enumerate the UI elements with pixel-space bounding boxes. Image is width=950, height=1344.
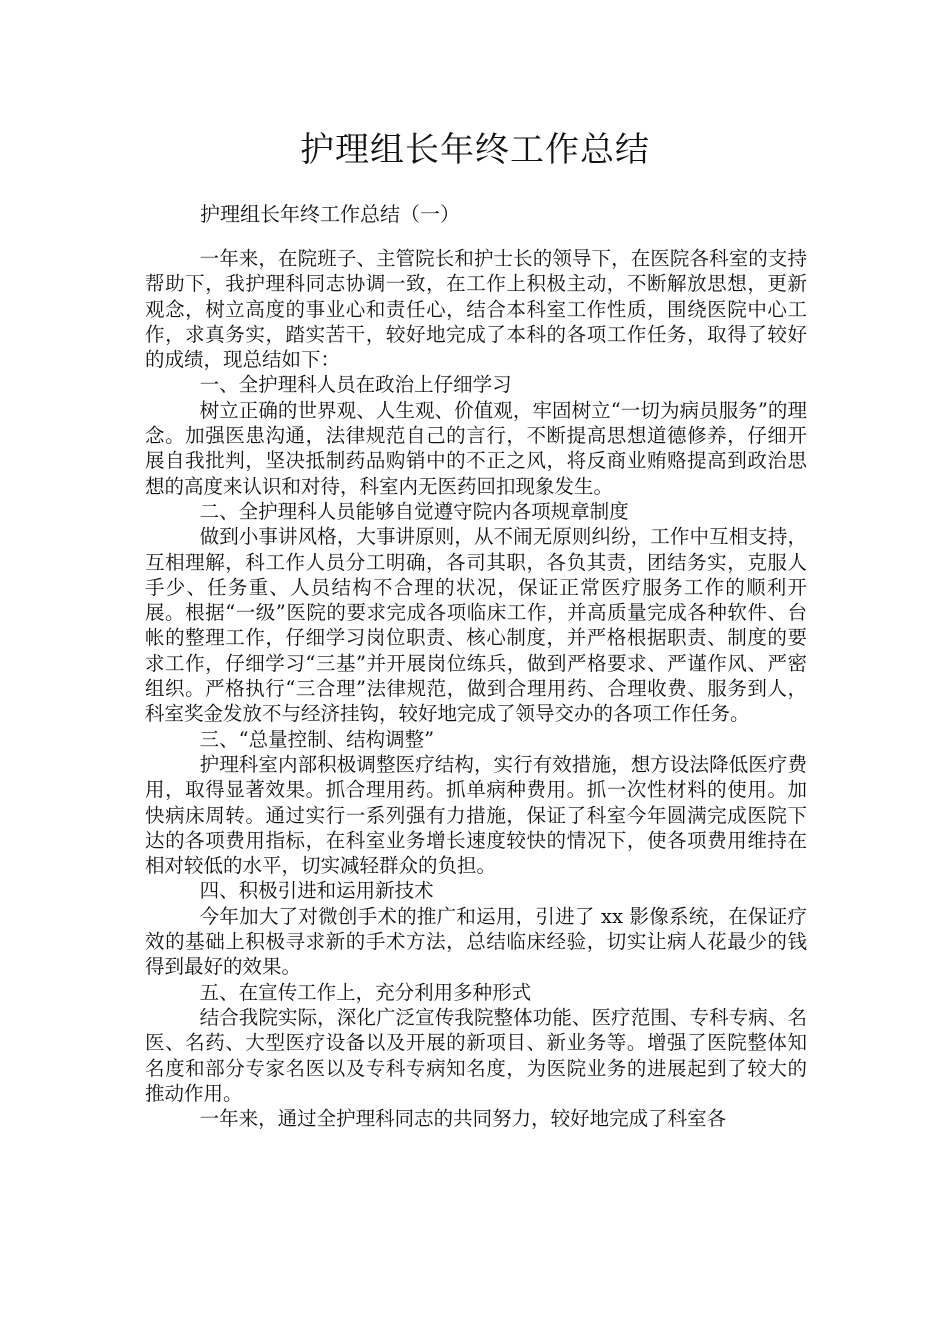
document-body (145, 246, 807, 1131)
paragraph-section-1: 树立正确的世界观、人生观、价值观，牢固树立“一切为病员服务”的理念。加强医患沟通，法律规范自己的言行，不断提高思想道德修养，仔细开展自我批判，坚决抵制药品购销中的不正之风，将反商业贿赂提高到政治思想的高度来认识和对待，科室内无医药回扣现象发生。 (145, 398, 807, 498)
paragraph-section-2: 做到小事讲风格，大事讲原则，从不闹无原则纠纷，工作中互相支持，互相理解，科工作人员分工明确，各司其职，各负其责，团结务实，克服人手少、任务重、人员结构不合理的状况，保证正常医疗服务工作的顺利开展。根据“一级”医院的要求完成各项临床工作，并高质量完成各种软件、台帐的整理工作，仔细学习岗位职责、核心制度，并严格根据职责、制度的要求工作，仔细学习“三基”并开展岗位练兵，做到严格要求、严谨作风、严密组织。严格执行“三合理”法律规范，做到合理用药、合理收费、服务到人，科室奖金发放不与经济挂钩，较好地完成了领导交办的各项工作任务。 (145, 525, 807, 726)
section-heading-4: 四、积极引进和运用新技术 (199, 879, 434, 903)
section-heading-2: 二、全护理科人员能够自觉遵守院内各项规章制度 (199, 499, 629, 523)
document-title: 护理组长年终工作总结 (300, 130, 650, 170)
paragraph-section-4: 今年加大了对微创手术的推广和运用，引进了 xx 影像系统，在保证疗效的基础上积极寻求新的手术方法，总结临床经验，切实让病人花最少的钱得到最好的效果。 (145, 904, 807, 979)
paragraph-section-3: 护理科室内部积极调整医疗结构，实行有效措施，想方设法降低医疗费用，取得显著效果。抓合理用药。抓单病种费用。抓一次性材料的使用。加快病床周转。通过实行一系列强有力措施，保证了科室今年圆满完成医院下达的各项费用指标，在科室业务增长速度较快的情况下，使各项费用维持在相对较低的水平，切实减轻群众的负担。 (145, 752, 807, 878)
paragraph-section-5: 结合我院实际，深化广泛宣传我院整体功能、医疗范围、专科专病、名医、名药、大型医疗设备以及开展的新项目、新业务等。增强了医院整体知名度和部分专家名医以及专科专病知名度，为医院业务的进展起到了较大的推动作用。 (145, 1005, 807, 1105)
section-heading-1: 一、全护理科人员在政治上仔细学习 (199, 373, 512, 397)
section-heading-5: 五、在宣传工作上，充分利用多种形式 (199, 980, 532, 1004)
document-subtitle: 护理组长年终工作总结（一） (200, 202, 460, 226)
section-heading-3: 三、“总量控制、结构调整” (199, 727, 435, 751)
paragraph-intro: 一年来，在院班子、主管院长和护士长的领导下，在医院各科室的支持帮助下，我护理科同志协调一致，在工作上积极主动，不断解放思想，更新观念，树立高度的事业心和责任心，结合本科室工作性质，围绕医院中心工作，求真务实，踏实苦干，较好地完成了本科的各项工作任务，取得了较好的成绩，现总结如下： (145, 247, 807, 372)
paragraph-conclusion: 一年来，通过全护理科同志的共同努力，较好地完成了科室各 (199, 1107, 727, 1131)
